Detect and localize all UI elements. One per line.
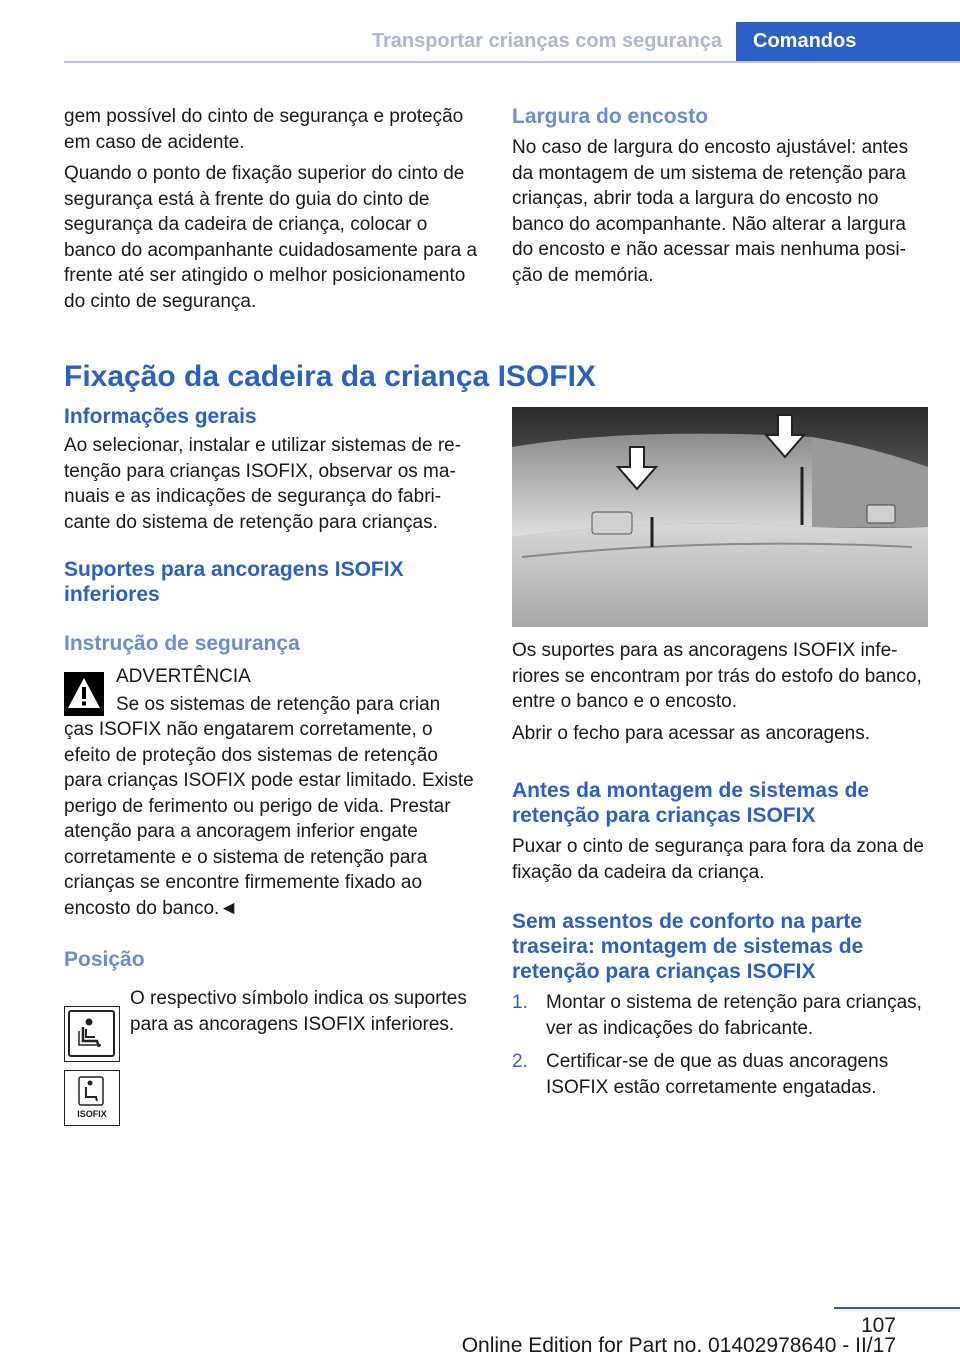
heading-instrucao-seguranca: Instrução de segurança [64, 632, 300, 655]
right-top-paragraph: No caso de largura do encosto ajustável: antes da montagem de um sistema de retenção para crianças, abrir toda a largura do encosto no banco do acompanhante. Não alterar a largura do encosto e não acessar mais nenhuma posição de memória. [512, 137, 909, 286]
footer-divider [834, 1307, 960, 1309]
isofix-icon-label: ISOFIX [77, 1109, 107, 1119]
left-top-paragraph-1: gem possível do cinto de segurança e proteção em caso de acidente. [64, 106, 464, 153]
open-paragraph: Abrir o fecho para acessar as ancoragens. [512, 722, 871, 744]
header-divider [64, 61, 960, 63]
list-item [512, 1049, 928, 1100]
left-main-column [64, 404, 480, 1043]
rear-seat-photo [512, 407, 928, 627]
list-number: 2. [512, 1051, 528, 1072]
child-seat-icon [64, 1006, 120, 1062]
header-tab-comandos[interactable]: Comandos [736, 22, 960, 63]
header-section-title: Transportar crianças com segurança [371, 30, 722, 52]
left-top-column [64, 104, 480, 320]
list-number: 1. [512, 992, 528, 1013]
left-top-paragraph-2: Quando o ponto de fixação superior do cinto de segurança está à frente do guia do cinto de segurança da cadeira de criança, colocar o banco do acompanhante cuidadosamente para a frente até ser atingido o melhor posicionamento do cinto de segurança. [64, 163, 478, 312]
right-main-column [512, 638, 928, 1108]
warning-title: ADVERTÊNCIA [116, 666, 251, 687]
heading-posicao: Posição [64, 948, 145, 971]
isofix-icon [64, 1070, 120, 1126]
info-paragraph: Ao selecionar, instalar e utilizar sistemas de retenção para crianças ISOFIX, observar os manuais e as indicações de segurança do fabricante do sistema de retenção para crianças. [64, 435, 462, 533]
warning-icon [64, 672, 104, 716]
supports-paragraph: Os suportes para as ancoragens ISOFIX inferiores se encontram por trás do estofo do banco, entre o banco e o encosto. [512, 640, 922, 712]
position-paragraph: O respectivo símbolo indica os suportes para as ancoragens ISOFIX inferiores. [130, 988, 467, 1035]
right-top-column [512, 104, 928, 294]
heading-largura-encosto: Largura do encosto [512, 105, 709, 128]
footer-edition: Online Edition for Part no. 01402978640 - II/17 [461, 1334, 896, 1357]
list-text: Montar o sistema de retenção para crianças, ver as indicações do fabricante. [546, 992, 922, 1039]
warning-first-line: Se os sistemas de retenção para crian [116, 693, 441, 715]
heading-informacoes-gerais: Informações gerais [64, 405, 257, 428]
warning-text: ças ISOFIX não engatarem corretamente, o efeito de proteção dos sistemas de retenção para crianças ISOFIX pode estar limitado. Existe perigo de ferimento ou perigo de vida. Prestar atenção para a ancoragem inferior engate corretamente e o sistema de retenção para crianças se encontre firmemente fixado ao encosto do banco.◄ [64, 719, 474, 919]
page-number: 107 [860, 1314, 896, 1337]
section-title: Fixação da cadeira da criança ISOFIX [64, 360, 596, 393]
before-paragraph: Puxar o cinto de segurança para fora da zona de fixação da cadeira da criança. [512, 836, 924, 883]
heading-sem-assentos: Sem assentos de conforto na parte traseira: montagem de sistemas de retenção para crianças ISOFIX [512, 910, 864, 983]
list-text: Certificar-se de que as duas ancoragens ISOFIX estão corretamente engatadas. [546, 1051, 889, 1098]
heading-suportes: Suportes para ancoragens ISOFIX inferiores [64, 558, 404, 606]
heading-antes-montagem: Antes da montagem de sistemas de retenção para crianças ISOFIX [512, 779, 870, 827]
list-item [512, 990, 928, 1041]
